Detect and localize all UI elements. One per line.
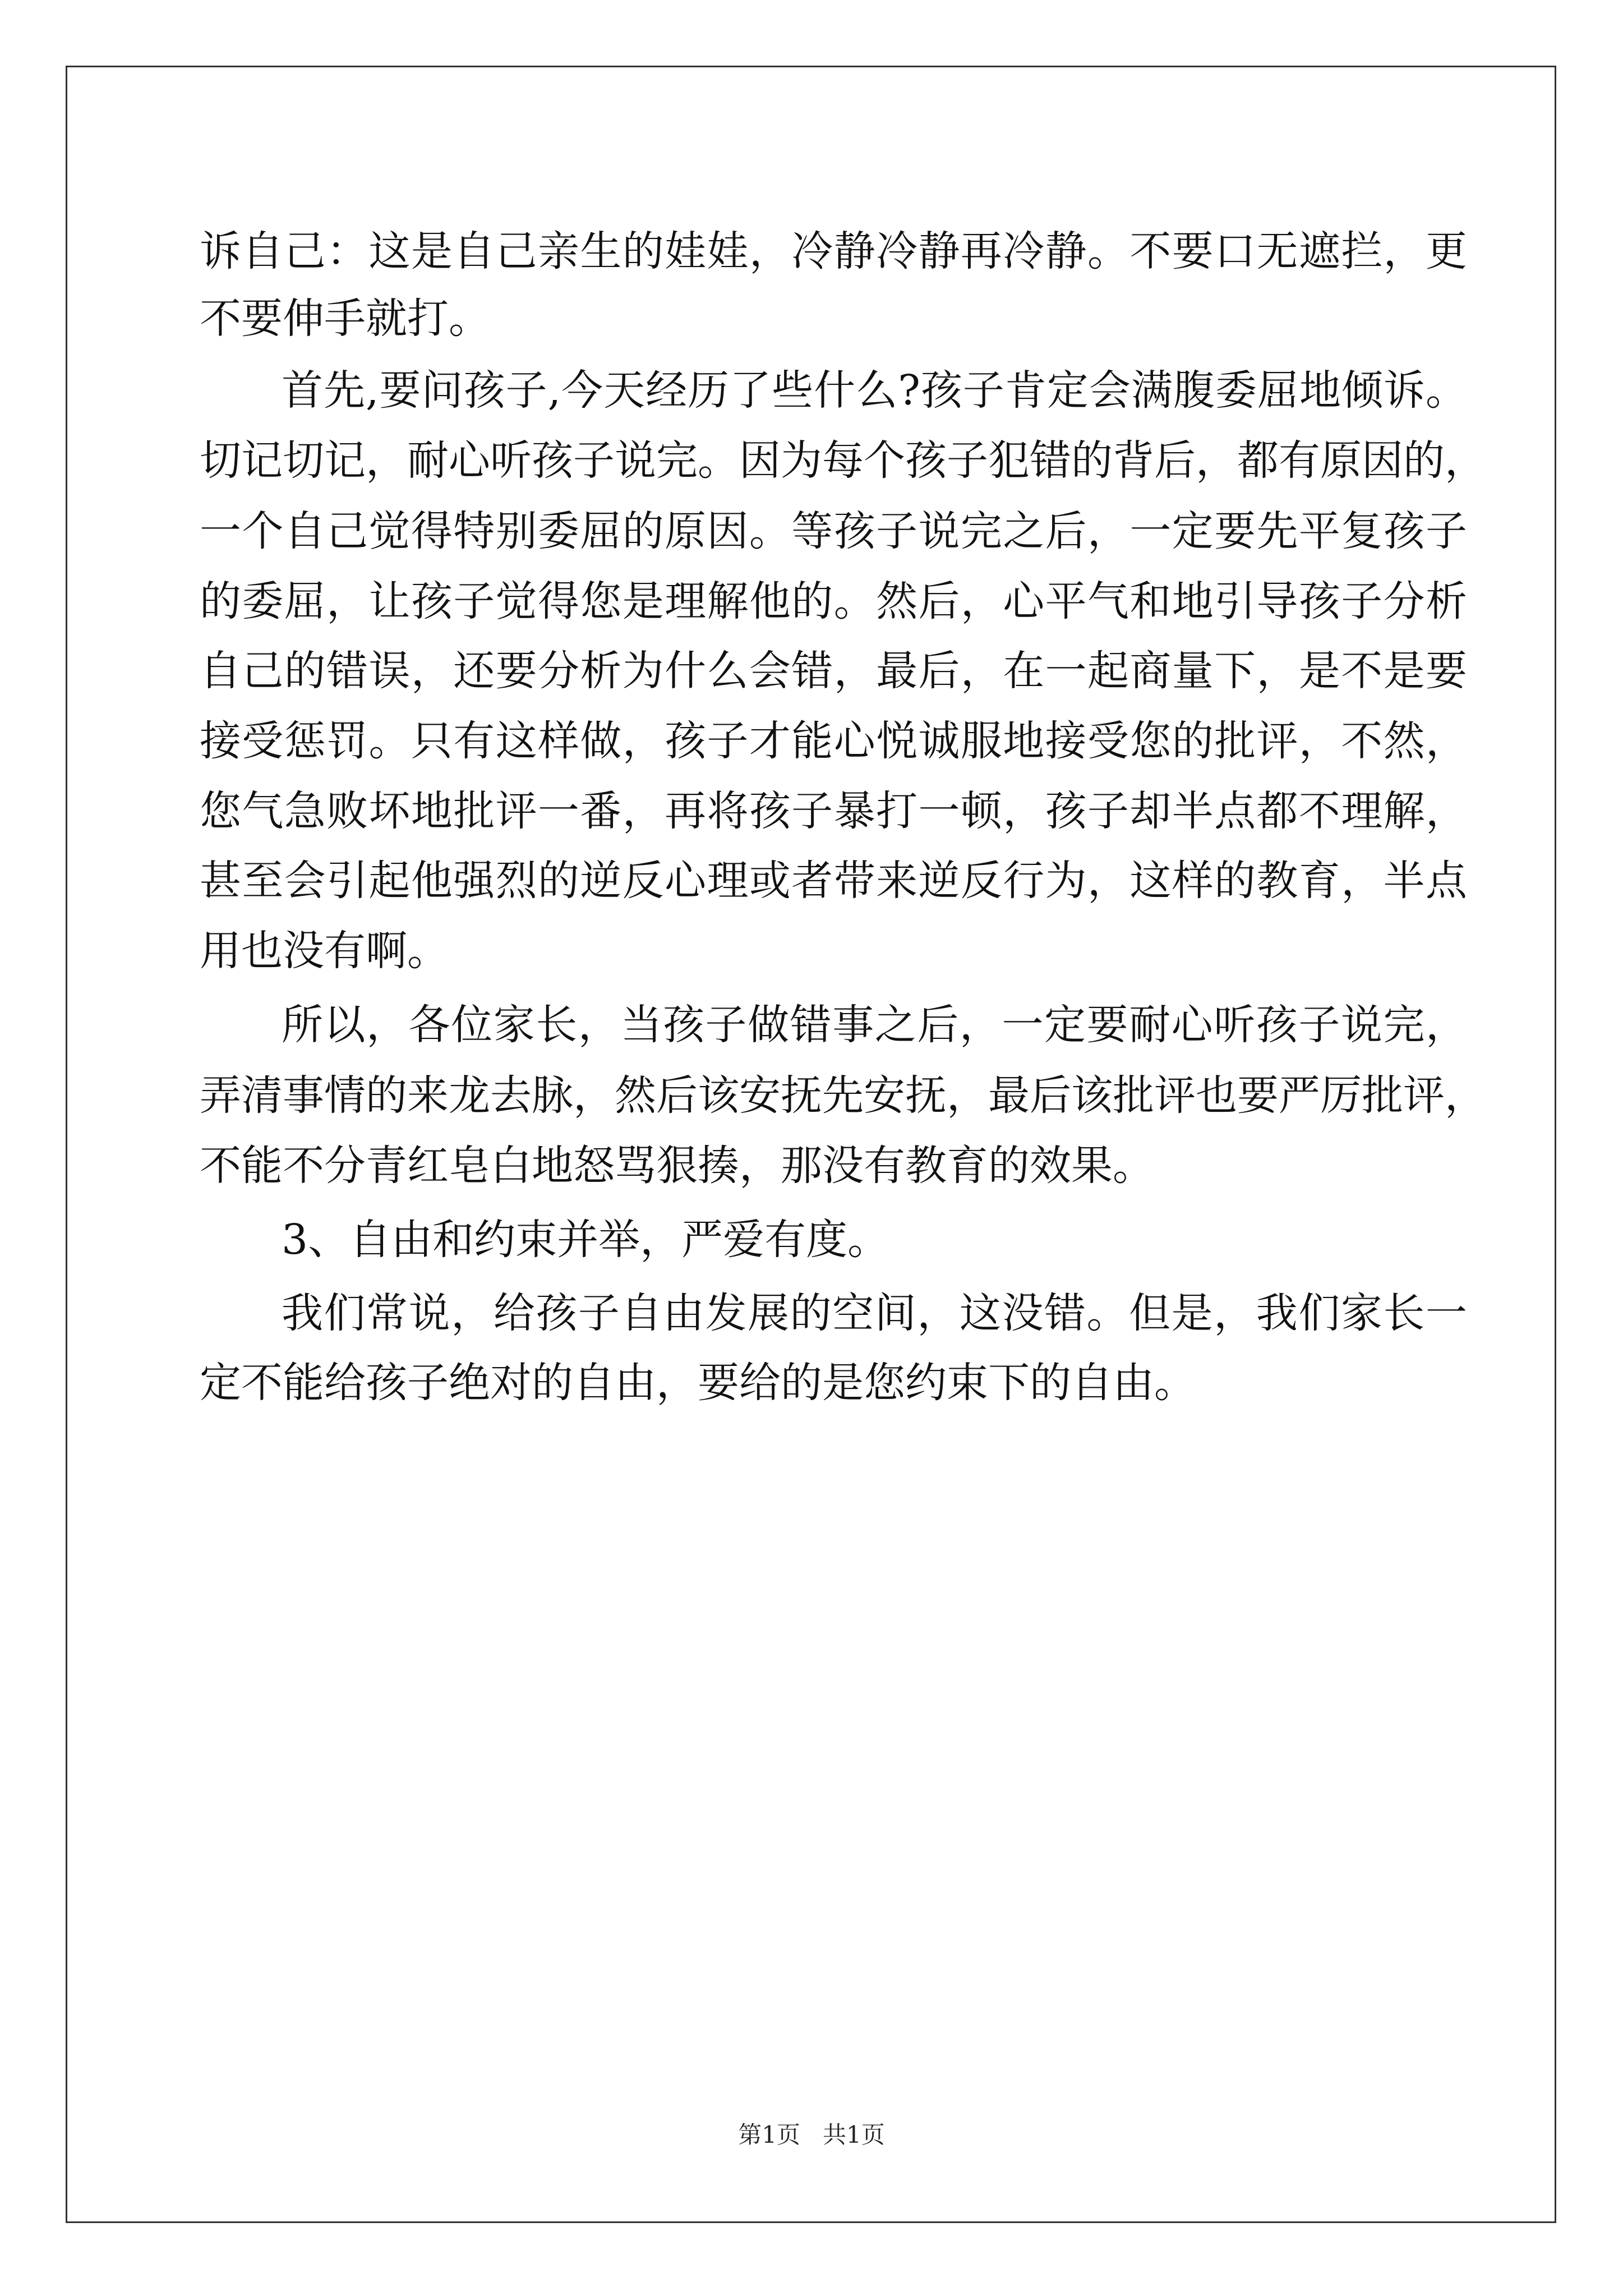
page-number-footer: 第1页 共1页: [738, 2121, 885, 2148]
body-line: 的委屈，让孩子觉得您是理解他的。然后，心平气和地引导孩子分析: [200, 577, 1467, 625]
body-line: 弄清事情的来龙去脉，然后该安抚先安抚，最后该批评也要严厉批评，: [200, 1071, 1486, 1120]
body-line: 您气急败坏地批评一番，再将孩子暴打一顿，孩子却半点都不理解，: [200, 787, 1467, 835]
body-line: 切记切记，耐心听孩子说完。因为每个孩子犯错的背后，都有原因的，: [200, 436, 1486, 485]
body-line: 首先,要问孩子,今天经历了些什么?孩子肯定会满腹委屈地倾诉。: [282, 366, 1467, 415]
body-line: 我们常说，给孩子自由发展的空间，这没错。但是，我们家长一: [282, 1289, 1467, 1337]
body-line: 一个自己觉得特别委屈的原因。等孩子说完之后，一定要先平复孩子: [200, 507, 1467, 555]
body-line: 诉自己：这是自己亲生的娃娃，冷静冷静再冷静。不要口无遮拦，更: [200, 227, 1467, 275]
body-line: 自己的错误，还要分析为什么会错，最后，在一起商量下，是不是要: [200, 647, 1467, 695]
body-line: 定不能给孩子绝对的自由，要给的是您约束下的自由。: [200, 1359, 1196, 1407]
body-line: 用也没有啊。: [200, 927, 449, 975]
body-line: 所以，各位家长，当孩子做错事之后，一定要耐心听孩子说完，: [282, 1001, 1467, 1049]
section-heading: 3、自由和约束并举，严爱有度。: [282, 1216, 889, 1264]
body-line: 甚至会引起他强烈的逆反心理或者带来逆反行为，这样的教育，半点: [200, 857, 1467, 905]
body-line: 接受惩罚。只有这样做，孩子才能心悦诚服地接受您的批评，不然，: [200, 717, 1467, 765]
body-line: 不能不分青红皂白地怒骂狠揍，那没有教育的效果。: [200, 1142, 1154, 1190]
body-line: 不要伸手就打。: [200, 295, 490, 343]
